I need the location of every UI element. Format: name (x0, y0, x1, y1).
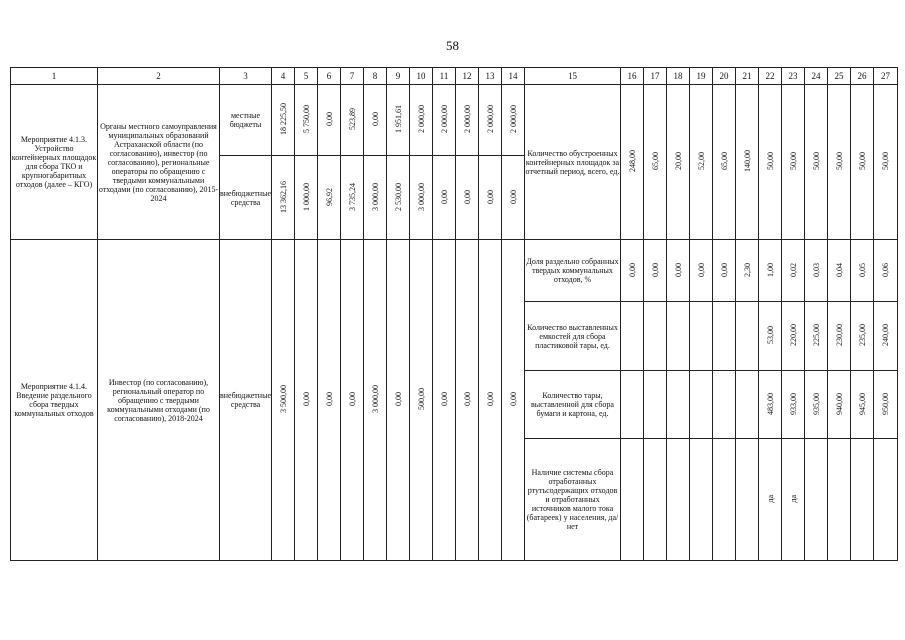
table-row (11, 85, 898, 156)
indicator-value: да (759, 439, 782, 561)
indicator-value: 235,00 (851, 302, 874, 371)
col-num: 12 (456, 68, 479, 85)
value-cell: 5 750,00 (295, 85, 318, 156)
indicator-value (690, 439, 713, 561)
indicator-value: 50,00 (851, 85, 874, 240)
col-num: 14 (502, 68, 525, 85)
col-num: 18 (667, 68, 690, 85)
value-cell: 0,00 (318, 240, 341, 561)
indicator-value (667, 302, 690, 371)
indicator-value (851, 439, 874, 561)
indicator-value: 225,00 (805, 302, 828, 371)
indicator-value: 0,05 (851, 240, 874, 302)
executor-cell: Органы местного самоуправления муниципальных образований Астраханской области (по согласованию), инвестор (по согласованию), региональные операторы по обращению с твердыми коммунальными отходами (по согласованию), 2015-2024 (98, 85, 220, 240)
indicator-value: 945,00 (851, 371, 874, 439)
indicator-value: 50,00 (874, 85, 898, 240)
value-cell: 0,00 (502, 240, 525, 561)
col-num: 23 (782, 68, 805, 85)
indicator-value (667, 371, 690, 439)
indicator-value (805, 439, 828, 561)
col-num: 7 (341, 68, 364, 85)
indicator-value: 52,00 (690, 85, 713, 240)
col-num: 8 (364, 68, 387, 85)
funding-source: местные бюджеты (220, 85, 272, 156)
value-cell: 18 225,50 (272, 85, 295, 156)
indicator-value (690, 302, 713, 371)
col-num: 10 (410, 68, 433, 85)
value-cell: 3 000,00 (364, 156, 387, 240)
indicator-value: 50,00 (782, 85, 805, 240)
col-num: 9 (387, 68, 410, 85)
indicator-name: Наличие системы сбора отработанных ртутьсодержащих отходов и отработанных источников малого тока (батареек) у населения, да/нет (525, 439, 621, 561)
value-cell: 2 000,00 (479, 85, 502, 156)
indicator-value: да (782, 439, 805, 561)
value-cell: 0,00 (364, 85, 387, 156)
col-num: 1 (11, 68, 98, 85)
value-cell: 0,00 (502, 156, 525, 240)
indicator-value (713, 371, 736, 439)
value-cell: 500,00 (410, 240, 433, 561)
value-cell: 3 000,00 (410, 156, 433, 240)
indicator-value: 935,00 (805, 371, 828, 439)
value-cell: 0,00 (479, 240, 502, 561)
indicator-value (644, 302, 667, 371)
value-cell: 0,00 (387, 240, 410, 561)
value-cell: 0,00 (295, 240, 318, 561)
indicator-value: 220,00 (782, 302, 805, 371)
indicator-value: 0,06 (874, 240, 898, 302)
value-cell: 0,00 (341, 240, 364, 561)
indicator-value (713, 302, 736, 371)
col-num: 20 (713, 68, 736, 85)
indicator-value: 950,00 (874, 371, 898, 439)
indicator-name: Количество выставленных емкостей для сбора пластиковой тары, ед. (525, 302, 621, 371)
col-num: 26 (851, 68, 874, 85)
indicator-value: 2,30 (736, 240, 759, 302)
indicator-value: 0,03 (805, 240, 828, 302)
value-cell: 523,89 (341, 85, 364, 156)
value-cell: 2 000,00 (456, 85, 479, 156)
measure-name: Мероприятие 4.1.4. Введение раздельного сбора твердых коммунальных отходов (11, 240, 98, 561)
indicator-name: Количество тары, выставленной для сбора бумаги и картона, ед. (525, 371, 621, 439)
value-cell: 96,92 (318, 156, 341, 240)
value-cell: 13 362,16 (272, 156, 295, 240)
indicator-value: 230,00 (828, 302, 851, 371)
value-cell: 0,00 (456, 156, 479, 240)
indicator-value: 933,00 (782, 371, 805, 439)
indicator-value: 940,00 (828, 371, 851, 439)
indicator-value: 0,00 (713, 240, 736, 302)
indicator-value (621, 439, 644, 561)
table-row (11, 240, 898, 302)
indicator-value: 0,04 (828, 240, 851, 302)
column-number-row (11, 68, 898, 85)
indicator-value (874, 439, 898, 561)
indicator-value (736, 302, 759, 371)
indicator-value (667, 439, 690, 561)
indicator-value: 50,00 (828, 85, 851, 240)
col-num: 24 (805, 68, 828, 85)
col-num: 5 (295, 68, 318, 85)
col-num: 2 (98, 68, 220, 85)
indicator-value: 0,00 (690, 240, 713, 302)
col-num: 21 (736, 68, 759, 85)
funding-source: внебюджетные средства (220, 240, 272, 561)
indicator-name: Доля раздельно собранных твердых коммунальных отходов, % (525, 240, 621, 302)
indicator-value: 0,00 (621, 240, 644, 302)
col-num: 4 (272, 68, 295, 85)
indicator-value: 248,00 (621, 85, 644, 240)
indicator-value: 50,00 (759, 85, 782, 240)
col-num: 3 (220, 68, 272, 85)
program-table (10, 67, 898, 561)
executor-cell: Инвестор (по согласованию), региональный оператор по обращению с твердыми коммунальными отходами (по согласованию), 2018-2024 (98, 240, 220, 561)
indicator-name: Количество обустроенных контейнерных площадок за отчетный период, всего, ед. (525, 85, 621, 240)
value-cell: 1 000,00 (295, 156, 318, 240)
value-cell: 2 000,00 (410, 85, 433, 156)
value-cell: 0,00 (433, 240, 456, 561)
col-num: 11 (433, 68, 456, 85)
value-cell: 2 000,00 (502, 85, 525, 156)
indicator-value: 53,00 (759, 302, 782, 371)
page-number: 58 (446, 38, 459, 53)
col-num: 25 (828, 68, 851, 85)
value-cell: 3 000,00 (364, 240, 387, 561)
value-cell: 0,00 (433, 156, 456, 240)
col-num: 6 (318, 68, 341, 85)
indicator-value: 65,00 (713, 85, 736, 240)
measure-name: Мероприятие 4.1.3. Устройство контейнерных площадок для сбора ТКО и крупногабаритных отходов (далее – КГО) (11, 85, 98, 240)
col-num: 27 (874, 68, 898, 85)
indicator-value: 1,00 (759, 240, 782, 302)
indicator-value: 50,00 (805, 85, 828, 240)
indicator-value (828, 439, 851, 561)
indicator-value (713, 439, 736, 561)
value-cell: 3 500,00 (272, 240, 295, 561)
indicator-value (736, 439, 759, 561)
indicator-value (621, 302, 644, 371)
indicator-value: 240,00 (874, 302, 898, 371)
col-num: 16 (621, 68, 644, 85)
indicator-value (621, 371, 644, 439)
indicator-value (644, 371, 667, 439)
value-cell: 0,00 (318, 85, 341, 156)
indicator-value: 0,00 (644, 240, 667, 302)
value-cell: 3 735,24 (341, 156, 364, 240)
indicator-value: 20,00 (667, 85, 690, 240)
indicator-value (644, 439, 667, 561)
indicator-value: 140,00 (736, 85, 759, 240)
indicator-value (690, 371, 713, 439)
value-cell: 2 000,00 (433, 85, 456, 156)
indicator-value: 0,02 (782, 240, 805, 302)
col-num: 13 (479, 68, 502, 85)
col-num: 17 (644, 68, 667, 85)
col-num: 22 (759, 68, 782, 85)
col-num: 19 (690, 68, 713, 85)
funding-source: внебюджетные средства (220, 156, 272, 240)
value-cell: 2 530,00 (387, 156, 410, 240)
indicator-value: 0,00 (667, 240, 690, 302)
value-cell: 1 951,61 (387, 85, 410, 156)
value-cell: 0,00 (456, 240, 479, 561)
indicator-value (736, 371, 759, 439)
value-cell: 0,00 (479, 156, 502, 240)
indicator-value: 65,00 (644, 85, 667, 240)
col-num: 15 (525, 68, 621, 85)
indicator-value: 483,00 (759, 371, 782, 439)
